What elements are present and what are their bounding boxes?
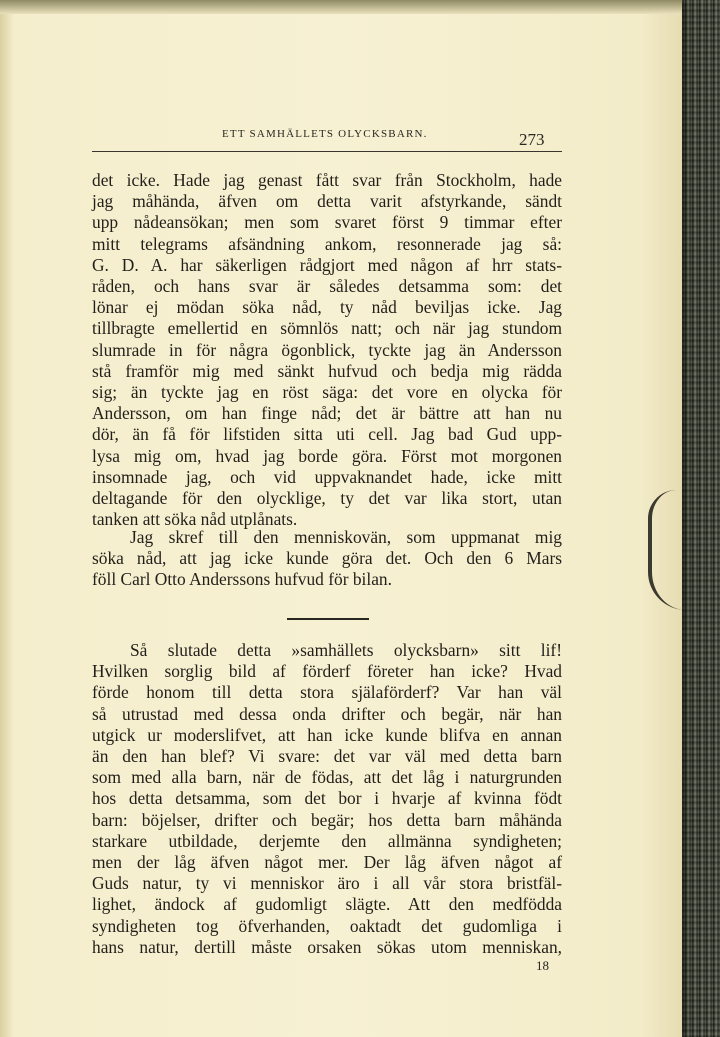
page-edge-curl (648, 490, 686, 610)
text-line: Jag skref till den menniskovän, som uppmanat mig (130, 527, 562, 547)
text-line: slumrade in för några ögonblick, tyckte jag än Andersson (92, 339, 562, 360)
text-line: Så slutade detta »samhällets olycksbarn» sitt lif! (130, 640, 562, 660)
paragraph-3 (92, 640, 562, 958)
paragraph-2 (92, 527, 562, 591)
text-line: sig; än tyckte jag en röst säga: det vore en olycka för (92, 382, 562, 403)
section-separator (287, 618, 369, 620)
running-head: ETT SAMHÄLLETS OLYCKSBARN. (222, 128, 428, 140)
text-line: insomnade jag, och vid uppvaknandet hade, icke mitt (92, 466, 562, 487)
text-line: dör, än få för lifstiden sitta uti cell. Jag bad Gud upp- (92, 424, 562, 445)
text-line: det icke. Hade jag genast fått svar från Stockholm, hade (92, 170, 562, 190)
text-line: råden, och hans svar är således detsamma som: det (92, 276, 562, 297)
text-line: än den han blef? Vi svare: det var väl med detta barn (92, 746, 562, 767)
text-line: så utrustad med dessa onda drifter och begär, när han (92, 703, 562, 724)
paragraph-1 (92, 170, 562, 530)
text-line: föll Carl Otto Anderssons hufvud för bilan. (92, 569, 392, 590)
text-line: jag måhända, äfven om detta varit afstyrkande, sändt (92, 191, 562, 212)
text-line: lighet, ändock af gudomligt slägte. Att den medfödda (92, 894, 562, 915)
page-top-shadow (0, 0, 682, 14)
text-line: syndigheten tog öfverhanden, oaktadt det gudomliga i (92, 915, 562, 936)
header-rule (92, 151, 562, 152)
text-line: upp nådeansökan; men som svaret först 9 timmar efter (92, 212, 562, 233)
text-line: Andersson, om han finge nåd; det är bättre att han nu (92, 403, 562, 424)
text-line: hans natur, dertill måste orsaken sökas utom menniskan, (92, 936, 562, 957)
text-line: lönar ej mödan söka nåd, ty nåd beviljas icke. Jag (92, 297, 562, 318)
text-line: starkare utbildade, derjemte den allmänna syndigheten; (92, 830, 562, 851)
text-line: mitt telegrams afsändning ankom, resonnerade jag så: (92, 233, 562, 254)
text-line: tillbragte emellertid en sömnlös natt; och när jag stundom (92, 318, 562, 339)
text-line: söka nåd, att jag icke kunde göra det. Och den 6 Mars (92, 548, 562, 569)
text-line: hos detta detsamma, som det bor i hvarje af kvinna födt (92, 788, 562, 809)
text-line: barn: böjelser, drifter och begär; hos detta barn måhända (92, 809, 562, 830)
text-line: G. D. A. har säkerligen rådgjort med någon af hrr stats- (92, 254, 562, 275)
text-line: som med alla barn, när de födas, att det låg i naturgrunden (92, 767, 562, 788)
text-line: lysa mig om, hvad jag borde göra. Först mot morgonen (92, 445, 562, 466)
text-line: men der låg äfven något mer. Der låg äfven något af (92, 852, 562, 873)
text-line: förde honom till detta stora själaförderf? Var han väl (92, 682, 562, 703)
text-line: utgick ur moderslifvet, att han icke kunde blifva en annan (92, 724, 562, 745)
signature-mark: 18 (536, 958, 549, 973)
text-line: stå framför mig med sänkt hufvud och bedja mig rädda (92, 360, 562, 381)
text-line: tanken att söka nåd utplånats. (92, 509, 298, 530)
text-line: Hvilken sorglig bild af förderf företer han icke? Hvad (92, 661, 562, 682)
page-number: 273 (519, 130, 545, 149)
text-line: deltagande för den olycklige, ty det var lika stort, utan (92, 488, 562, 509)
text-line: Guds natur, ty vi menniskor äro i all vår stora bristfäl- (92, 873, 562, 894)
